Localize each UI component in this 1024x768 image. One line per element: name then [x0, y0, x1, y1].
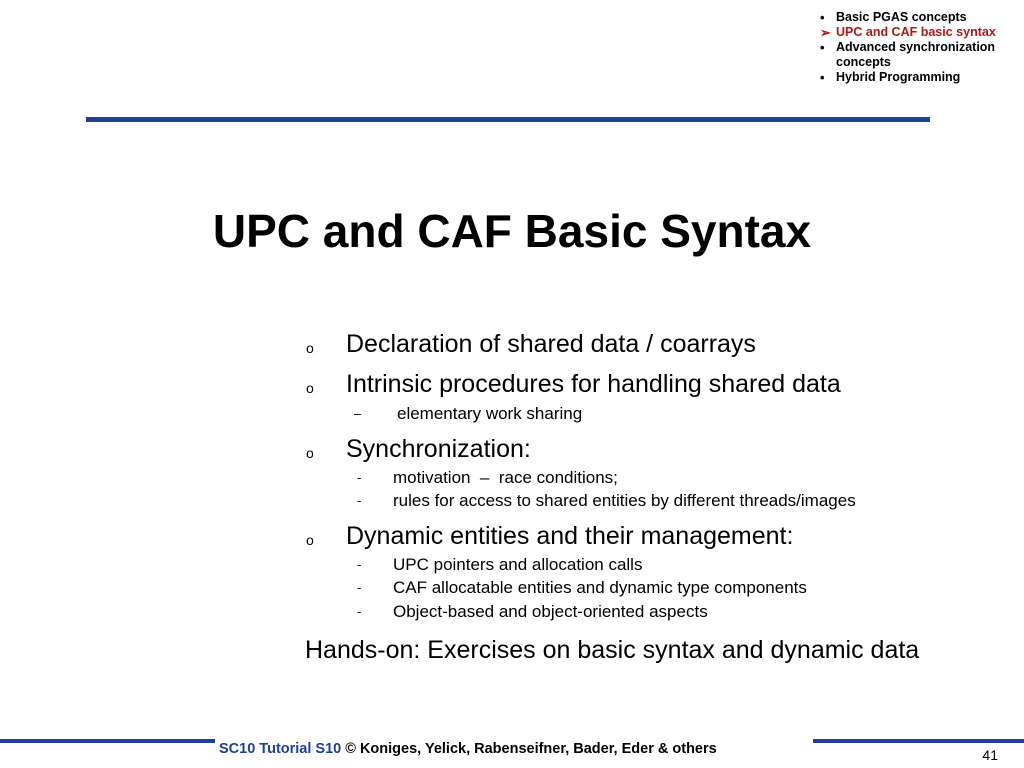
list-item-text: Declaration of shared data / coarrays — [346, 330, 756, 358]
sub-list-item — [300, 576, 1020, 600]
footer-divider-left — [0, 739, 215, 743]
dash-bullet-icon: - — [357, 493, 362, 508]
bullet-icon: • — [820, 70, 825, 85]
sub-list-item-text: UPC pointers and allocation calls — [393, 554, 643, 574]
footer-authors: © Koniges, Yelick, Rabenseifner, Bader, Eder & others — [345, 741, 717, 757]
sub-list-item — [300, 489, 1020, 513]
hands-on-note: Hands-on: Exercises on basic syntax and dynamic data — [305, 636, 920, 664]
sub-list-item-text: elementary work sharing — [397, 404, 583, 423]
dash-bullet-icon: - — [357, 556, 362, 572]
circle-bullet-icon: o — [306, 340, 314, 356]
nav-item-label: Basic PGAS concepts — [836, 10, 967, 24]
sub-list-item — [300, 402, 1020, 426]
list-item — [300, 327, 1020, 361]
footer — [219, 740, 814, 758]
nav-item-advanced-sync — [818, 40, 1022, 70]
arrow-bullet-icon: ➢ — [820, 25, 831, 40]
sub-list-item — [300, 553, 1020, 577]
nav-item-basic-pgas — [818, 10, 1022, 25]
nav-item-hybrid — [818, 70, 1022, 85]
footer-divider-right — [813, 739, 1024, 743]
circle-bullet-icon: o — [306, 380, 314, 396]
bullet-icon: • — [820, 10, 825, 25]
list-item-text: Intrinsic procedures for handling shared data — [346, 370, 841, 398]
bullet-list — [300, 323, 1020, 667]
sub-list-item-text: rules for access to shared entities by different threads/images — [393, 491, 856, 510]
nav-item-label: Hybrid Programming — [836, 70, 961, 84]
page-number: 41 — [982, 747, 998, 763]
dash-bullet-icon: - — [357, 603, 362, 619]
list-item-text: Synchronization: — [346, 434, 531, 463]
topic-navigation — [818, 10, 1022, 85]
circle-bullet-icon: o — [306, 531, 314, 548]
bullet-icon: • — [820, 40, 825, 55]
list-item-text: Dynamic entities and their management: — [346, 521, 794, 550]
dash-bullet-icon: – — [354, 406, 362, 421]
dash-bullet-icon: - — [357, 580, 362, 595]
footer-tutorial: SC10 Tutorial S10 — [219, 741, 342, 757]
sub-list-item — [300, 600, 1020, 624]
dash-bullet-icon: - — [357, 469, 362, 485]
sub-list-item-text: motivation – race conditions; — [393, 467, 618, 487]
nav-item-label: Advanced synchronization concepts — [836, 40, 996, 69]
sub-list-item-text: CAF allocatable entities and dynamic type components — [393, 578, 807, 597]
nav-item-upc-caf-syntax — [818, 25, 1022, 40]
slide-title: UPC and CAF Basic Syntax — [212, 205, 812, 257]
sub-list-item — [300, 466, 1020, 490]
list-item — [300, 432, 1020, 466]
circle-bullet-icon: o — [306, 444, 314, 461]
nav-item-label: UPC and CAF basic syntax — [836, 25, 996, 39]
header-divider — [86, 117, 930, 122]
list-item — [300, 519, 1020, 553]
sub-list-item-text: Object-based and object-oriented aspects — [393, 601, 708, 621]
list-item — [300, 367, 1020, 401]
